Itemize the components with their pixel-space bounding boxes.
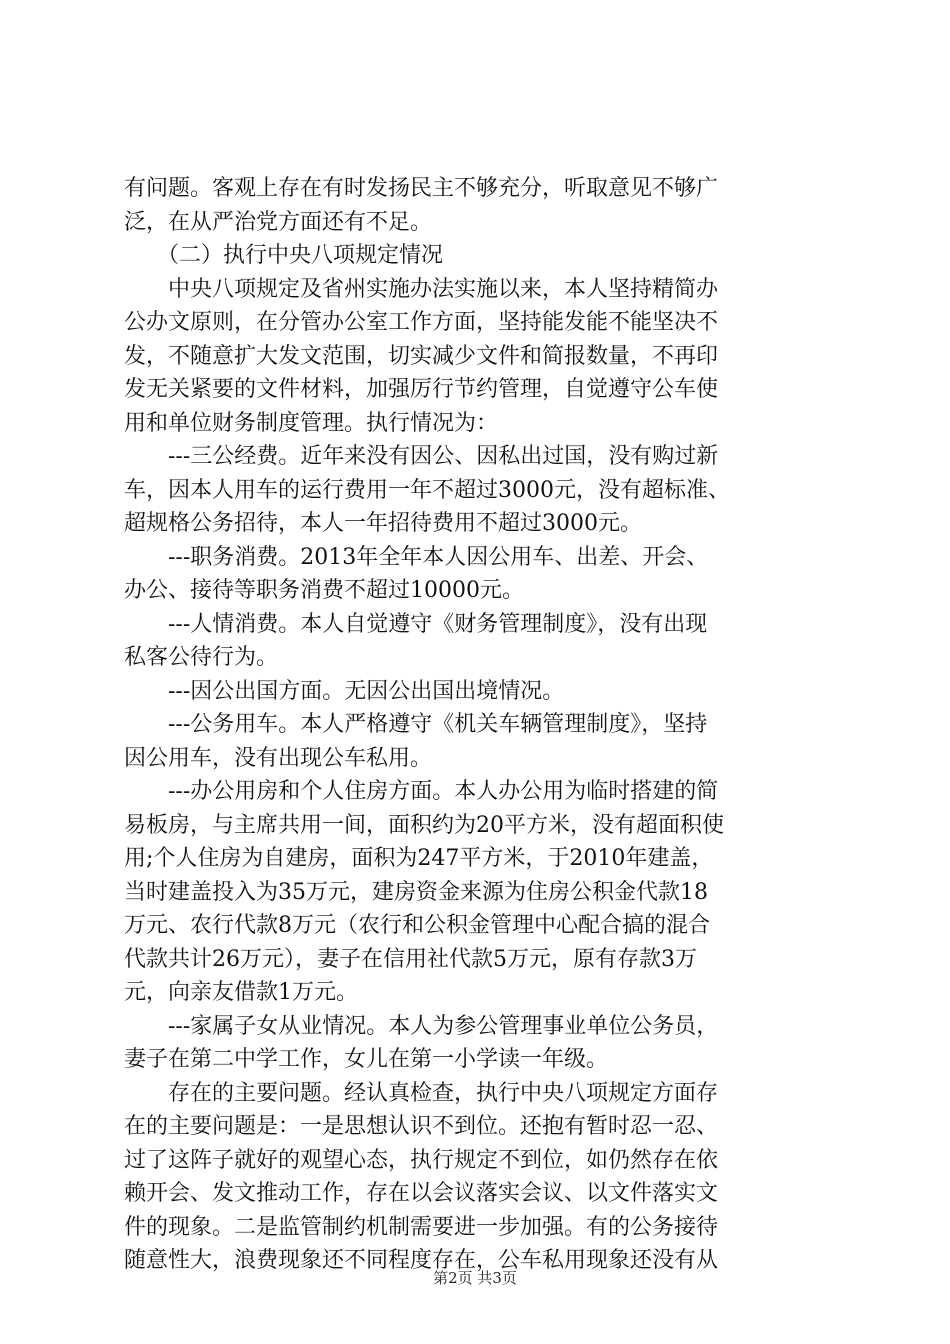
- text-line: 用;个人住房为自建房，面积为247平方米，于2010年建盖，: [124, 846, 714, 871]
- text-line: 赖开会、发文推动工作，存在以会议落实会议、以文件落实文: [124, 1181, 719, 1206]
- text-line: 超规格公务招待，本人一年招待费用不超过3000元。: [124, 511, 642, 536]
- text-line: 发，不随意扩大发文范围，切实减少文件和简报数量，不再印: [124, 343, 719, 369]
- text-line: 元，向亲友借款1万元。: [124, 980, 358, 1005]
- text-line: 存在的主要问题。经认真检查，执行中央八项规定方面存: [124, 1080, 719, 1106]
- text-line: ---三公经费。近年来没有因公、因私出过国，没有购过新: [124, 444, 719, 469]
- text-line: ---职务消费。2013年全年本人因公用车、出差、开会、: [124, 544, 709, 570]
- text-line: ---家属子女从业情况。本人为参公管理事业单位公务员，: [124, 1013, 719, 1039]
- page-footer: 第2页 共3页: [433, 1269, 517, 1287]
- text-line: 件的现象。二是监管制约机制需要进一步加强。有的公务接待: [124, 1214, 719, 1240]
- text-line: ---因公出国方面。无因公出国出境情况。: [124, 678, 565, 704]
- text-line: 有问题。客观上存在有时发扬民主不够充分，听取意见不够广: [124, 176, 719, 201]
- text-line: 车，因本人用车的运行费用一年不超过3000元，没有超标准、: [124, 477, 730, 503]
- text-line: 妻子在第二中学工作，女儿在第一小学读一年级。: [124, 1047, 609, 1072]
- text-line: 中央八项规定及省州实施办法实施以来，本人坚持精简办: [124, 276, 719, 302]
- text-line: ---办公用房和个人住房方面。本人办公用为临时搭建的简: [124, 779, 719, 804]
- text-line: 随意性大，浪费现象还不同程度存在，公车私用现象还没有从: [124, 1248, 719, 1273]
- text-line: （二）执行中央八项规定情况: [124, 243, 444, 268]
- text-line: 易板房，与主席共用一间，面积约为20平方米，没有超面积使: [124, 812, 724, 838]
- text-line: 代款共计26万元），妻子在信用社代款5万元，原有存款3万: [124, 946, 697, 972]
- text-line: 万元、农行代款8万元（农行和公积金管理中心配合搞的混合: [124, 913, 710, 938]
- text-line: 发无关紧要的文件材料，加强厉行节约管理，自觉遵守公车使: [124, 377, 719, 402]
- text-line: ---人情消费。本人自觉遵守《财务管理制度》，没有出现: [124, 611, 708, 637]
- text-line: 办公、接待等职务消费不超过10000元。: [124, 578, 524, 603]
- text-line: 泛，在从严治党方面还有不足。: [124, 209, 433, 235]
- text-line: 公办文原则，在分管办公室工作方面，坚持能发能不能坚决不: [124, 310, 719, 335]
- text-line: 因公用车，没有出现公车私用。: [124, 745, 433, 771]
- text-line: ---公务用车。本人严格遵守《机关车辆管理制度》，坚持: [124, 712, 708, 737]
- text-line: 私客公待行为。: [124, 645, 279, 670]
- text-line: 在的主要问题是：一是思想认识不到位。还抱有暂时忍一忍、: [124, 1114, 719, 1139]
- text-line: 当时建盖投入为35万元，建房资金来源为住房公积金代款18: [124, 879, 708, 905]
- document-body: [124, 172, 830, 1278]
- text-line: 用和单位财务制度管理。执行情况为：: [124, 410, 499, 436]
- text-line: 过了这阵子就好的观望心态，执行规定不到位，如仍然存在依: [124, 1147, 719, 1173]
